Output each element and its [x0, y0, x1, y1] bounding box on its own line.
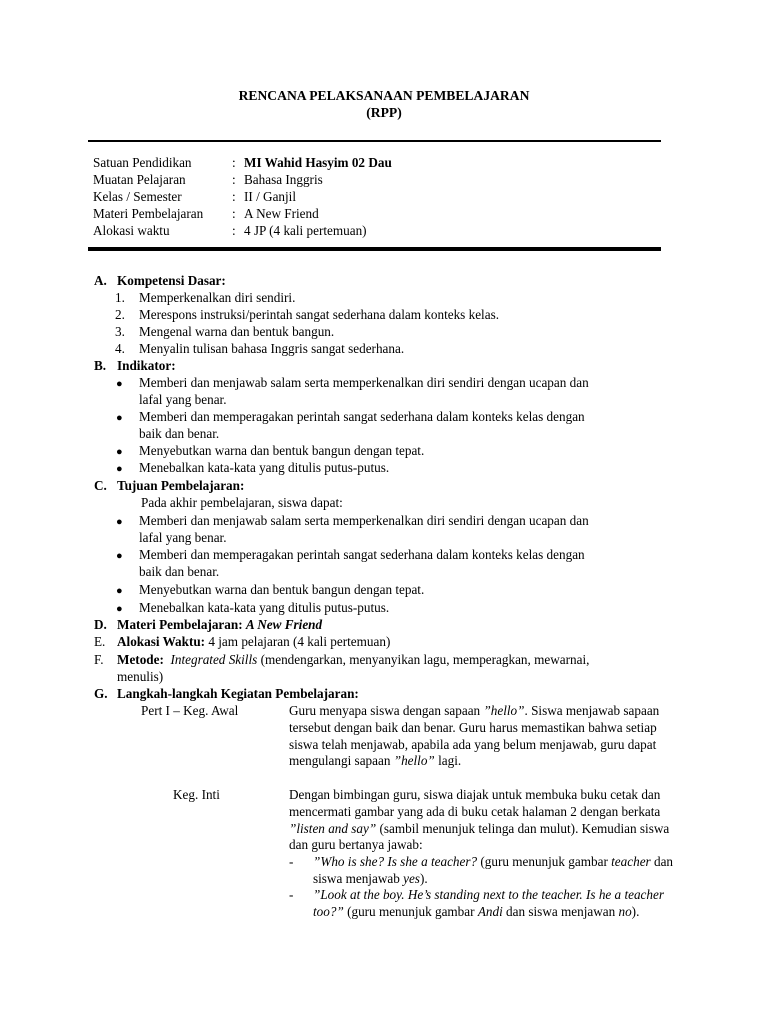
text-run: (sambil menunjuk telinga dan mulut). Kemudian siswa dan guru bertanya jawab:: [289, 820, 670, 853]
dialog-dash: -: [289, 887, 294, 902]
dialog-line: [313, 854, 679, 888]
text-run: lagi.: [434, 753, 462, 769]
identity-colon: :: [232, 206, 236, 221]
text-run: dan siswa menjawan: [502, 903, 619, 919]
section-label: Materi Pembelajaran:: [117, 617, 246, 632]
list-item: Menyebutkan warna dan bentuk bangun dengan tepat.: [139, 443, 425, 458]
italic-text: no: [618, 903, 632, 919]
method-name: Integrated Skills: [170, 652, 258, 667]
identity-label: Alokasi waktu: [93, 223, 170, 238]
text-run: Dengan bimbingan guru, siswa diajak untuk membuka buku cetak dan mencermati gambar yang ada di buku cetak halaman 2 dengan berkata: [289, 787, 661, 819]
identity-colon: :: [232, 189, 236, 204]
identity-colon: :: [232, 155, 236, 170]
list-item: Menebalkan kata-kata yang ditulis putus-putus.: [139, 460, 390, 475]
list-item-continuation: lafal yang benar.: [139, 530, 227, 545]
identity-label: Muatan Pelajaran: [93, 172, 186, 187]
section-heading: Langkah-langkah Kegiatan Pembelajaran:: [117, 686, 359, 701]
section-letter: D.: [94, 617, 107, 632]
section-letter: A.: [94, 273, 107, 288]
bullet-icon: ●: [116, 412, 123, 424]
identity-value: 4 JP (4 kali pertemuan): [244, 223, 367, 238]
list-item: Menyalin tulisan bahasa Inggris sangat sederhana.: [139, 341, 405, 356]
bullet-icon: ●: [116, 603, 123, 615]
section-letter: E.: [94, 634, 106, 649]
italic-text: Andi: [477, 903, 503, 919]
dialog-dash: -: [289, 854, 294, 869]
text-run: dan siswa menjawab: [313, 854, 674, 886]
list-number: 3.: [115, 324, 125, 339]
italic-text: ”listen and say”: [289, 820, 377, 836]
method-detail: (mendengarkan, menyanyikan lagu, memperagkan, mewarnai,: [257, 652, 590, 667]
identity-value: MI Wahid Hasyim 02 Dau: [244, 155, 392, 170]
section-letter: C.: [94, 478, 107, 493]
top-divider: [88, 140, 661, 142]
list-item: Memberi dan menjawab salam serta memperkenalkan diri sendiri dengan ucapan dan: [139, 513, 589, 528]
section-label: Metode:: [117, 652, 164, 667]
identity-value: II / Ganjil: [244, 189, 297, 204]
section-letter: G.: [94, 686, 108, 701]
bullet-icon: ●: [116, 378, 123, 390]
section-label: Alokasi Waktu:: [117, 634, 206, 649]
text-run: Guru menyapa siswa dengan sapaan: [289, 703, 484, 718]
text-run: (guru menunjuk gambar: [477, 854, 612, 869]
method-detail-continuation: menulis): [117, 669, 164, 684]
activity-description: [289, 703, 679, 770]
document-title: RENCANA PELAKSANAAN PEMBELAJARAN: [238, 88, 530, 103]
section-value: 4 jam pelajaran (4 kali pertemuan): [205, 634, 391, 649]
italic-text: ”hello”: [483, 703, 525, 718]
italic-text: yes: [403, 870, 420, 886]
bullet-icon: ●: [116, 585, 123, 597]
italic-text: ”hello”: [393, 753, 435, 769]
section-heading: Kompetensi Dasar:: [117, 273, 226, 288]
list-item: Memperkenalkan diri sendiri.: [139, 290, 296, 305]
text-run: ).: [631, 903, 640, 919]
dialog-line: [313, 887, 679, 921]
activity-label: Pert I – Keg. Awal: [141, 703, 239, 718]
section-heading: Indikator:: [117, 358, 176, 373]
list-item-continuation: baik dan benar.: [139, 426, 220, 441]
section-heading: [117, 634, 390, 651]
identity-value: A New Friend: [244, 206, 319, 221]
bullet-icon: ●: [116, 516, 123, 528]
text-run: ).: [419, 870, 428, 886]
list-number: 1.: [115, 290, 125, 305]
section-letter: F.: [94, 652, 104, 667]
identity-colon: :: [232, 172, 236, 187]
list-item: Memberi dan memperagakan perintah sangat sederhana dalam konteks kelas dengan: [139, 547, 585, 562]
document-subtitle: (RPP): [366, 105, 402, 120]
identity-label: Satuan Pendidikan: [93, 155, 192, 170]
italic-text: ”Who is she? Is she a teacher?: [313, 854, 478, 869]
section-value: A New Friend: [245, 617, 323, 632]
text-run: . Siswa menjawab sapaan tersebut dengan baik dan benar. Guru harus memastikan bahwa setiap siswa telah menjawab, apabila ada yang belum menjawab, guru dapat mengulangi sapaan: [289, 703, 660, 769]
list-item: Menebalkan kata-kata yang ditulis putus-putus.: [139, 600, 390, 615]
text-run: (guru menunjuk gambar: [343, 903, 478, 919]
section-letter: B.: [94, 358, 107, 373]
list-item: Merespons instruksi/perintah sangat sederhana dalam konteks kelas.: [139, 307, 499, 322]
bullet-icon: ●: [116, 550, 123, 562]
list-item: Memberi dan menjawab salam serta memperkenalkan diri sendiri dengan ucapan dan: [139, 375, 589, 390]
bullet-icon: ●: [116, 446, 123, 458]
activity-description: [289, 787, 679, 854]
italic-text: teacher: [611, 854, 651, 869]
activity-label: Keg. Inti: [173, 787, 220, 802]
list-item: Menyebutkan warna dan bentuk bangun dengan tepat.: [139, 582, 425, 597]
section-heading: [117, 617, 322, 634]
section-heading: Tujuan Pembelajaran:: [117, 478, 245, 493]
italic-text: ”Look at the boy. He’s standing next to the teacher. Is he a teacher too?”: [313, 887, 664, 919]
list-item-continuation: lafal yang benar.: [139, 392, 227, 407]
identity-colon: :: [232, 223, 236, 238]
list-item: Mengenal warna dan bentuk bangun.: [139, 324, 335, 339]
list-item: Memberi dan memperagakan perintah sangat sederhana dalam konteks kelas dengan: [139, 409, 585, 424]
identity-value: Bahasa Inggris: [244, 172, 323, 187]
section-heading: [117, 652, 589, 669]
list-item-continuation: baik dan benar.: [139, 564, 220, 579]
list-number: 2.: [115, 307, 125, 322]
section-intro: Pada akhir pembelajaran, siswa dapat:: [141, 495, 343, 510]
list-number: 4.: [115, 341, 125, 356]
identity-label: Materi Pembelajaran: [93, 206, 204, 221]
bullet-icon: ●: [116, 463, 123, 475]
bottom-divider: [88, 247, 661, 251]
identity-label: Kelas / Semester: [93, 189, 182, 204]
